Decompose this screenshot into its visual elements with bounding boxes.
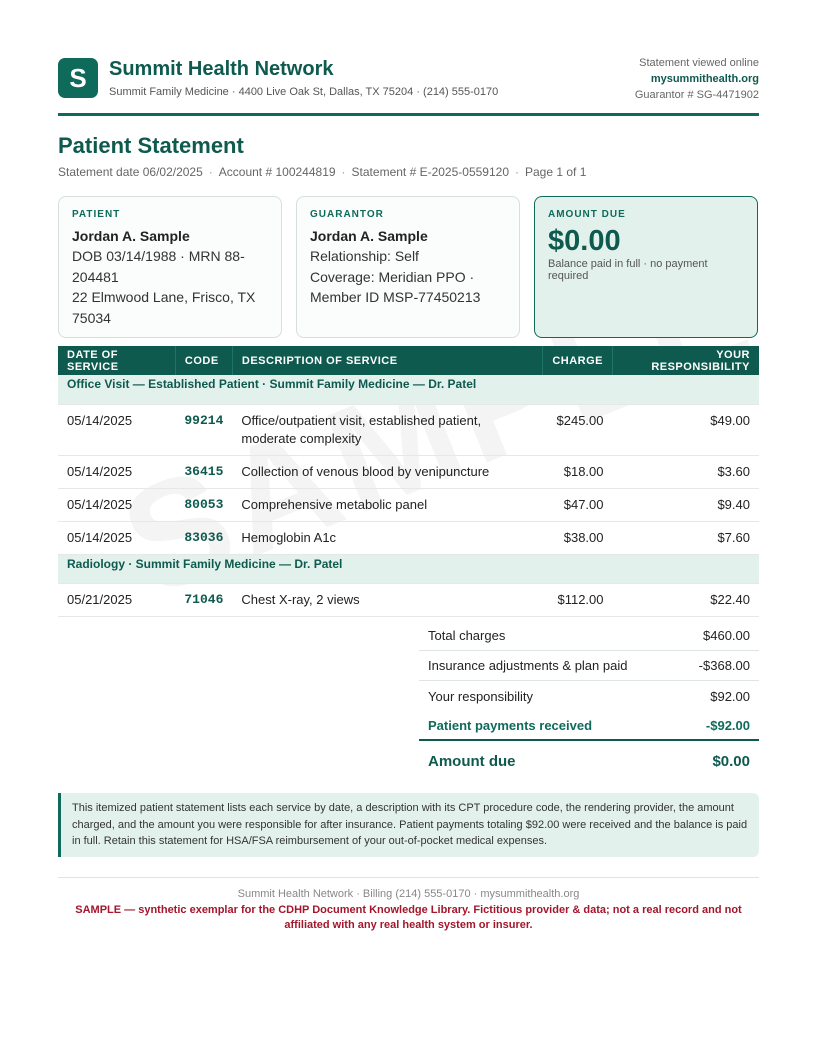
cpt-code: 71046 (175, 583, 232, 616)
group-header-office-visit (58, 375, 759, 404)
service-date: 05/14/2025 (58, 455, 175, 488)
service-date: 05/14/2025 (58, 521, 175, 554)
patient-label: PATIENT (72, 209, 121, 220)
col-responsibility: YOUR RESPONSIBILITY (613, 346, 760, 375)
service-description: Chest X-ray, 2 views (232, 583, 542, 616)
page-number: Page 1 of 1 (525, 165, 587, 179)
service-responsibility: $9.40 (613, 488, 760, 521)
org-address: Summit Family Medicine · 4400 Live Oak St, Dallas, TX 75204 · (214) 555-0170 (109, 86, 499, 98)
guarantor-relationship: Relationship: Self (310, 248, 419, 264)
table-header-row (58, 346, 759, 375)
total-charges-value: $460.00 (703, 628, 750, 643)
service-description: Office/outpatient visit, established patient, moderate complexity (232, 404, 542, 455)
patient-address: 22 Elmwood Lane, Frisco, TX 75034 (72, 289, 256, 326)
statement-header (58, 0, 759, 116)
payments-value: -$92.00 (705, 717, 750, 733)
amount-due-note: Balance paid in full · no payment required (548, 258, 708, 282)
statement-date: Statement date 06/02/2025 (58, 165, 203, 179)
total-charges-row (419, 621, 759, 651)
table-row (58, 455, 759, 488)
table-row (58, 488, 759, 521)
total-charges-label: Total charges (428, 628, 506, 643)
service-description: Comprehensive metabolic panel (232, 488, 542, 521)
guarantor-coverage: Coverage: Meridian PPO · Member ID MSP-77450213 (310, 268, 481, 305)
cpt-code: 80053 (175, 488, 232, 521)
service-charge: $38.00 (543, 521, 613, 554)
payments-label: Patient payments received (428, 717, 593, 733)
table-row (58, 521, 759, 554)
service-responsibility: $7.60 (613, 521, 760, 554)
adjustments-value: -$368.00 (698, 658, 750, 673)
services-table (58, 346, 759, 617)
col-code: CODE (175, 346, 232, 375)
table-row (58, 404, 759, 455)
group-title: Radiology · Summit Family Medicine — Dr. Patel (58, 554, 759, 583)
service-date: 05/21/2025 (58, 583, 175, 616)
adjustments-label: Insurance adjustments & plan paid (428, 658, 628, 673)
service-charge: $245.00 (543, 404, 613, 455)
statement-note: This itemized patient statement lists each service by date, a description with its CPT procedure code, the rendering provider, the amount charged, and the amount you were responsible for after insurance. Patient payments totaling $92.00 were received and the balance is paid in full. Retain this statement for HSA/FSA reimbursement of your out-of-pocket medical expenses. (58, 793, 759, 857)
col-charge: CHARGE (543, 346, 613, 375)
guarantor-name: Jordan A. Sample (310, 228, 428, 244)
responsibility-row (419, 681, 759, 711)
cpt-code: 99214 (175, 404, 232, 455)
amount-due-value: $0.00 (548, 225, 621, 257)
payments-row (419, 711, 759, 741)
page-title: Patient Statement (58, 133, 244, 158)
logo-icon: S (58, 58, 98, 98)
col-description: DESCRIPTION OF SERVICE (232, 346, 542, 375)
amount-due-row (419, 741, 759, 781)
org-name: Summit Health Network (109, 58, 334, 80)
cpt-code: 36415 (175, 455, 232, 488)
guarantor-card (296, 196, 520, 338)
responsibility-label: Your responsibility (428, 688, 534, 704)
amount-due-total-label: Amount due (428, 752, 516, 770)
service-date: 05/14/2025 (58, 404, 175, 455)
service-responsibility: $49.00 (613, 404, 760, 455)
patient-card (58, 196, 282, 338)
header-right-info (635, 55, 759, 103)
statement-meta: Statement date 06/02/2025 · Account # 100244819 · Statement # E-2025-0559120 · Page 1 of 1 (58, 165, 587, 179)
col-date: DATE OF SERVICE (58, 346, 175, 375)
service-responsibility: $22.40 (613, 583, 760, 616)
patient-name: Jordan A. Sample (72, 228, 190, 244)
adjustments-row (419, 651, 759, 681)
group-header-radiology (58, 554, 759, 583)
guarantor-number: Guarantor # SG-4471902 (634, 89, 759, 101)
amount-due-label: AMOUNT DUE (548, 209, 626, 220)
totals-summary (419, 621, 759, 781)
footer-disclaimer: SAMPLE — synthetic exemplar for the CDHP Document Knowledge Library. Fictitious provider & data; not a real record and not affiliated with any real health system or insurer. (75, 904, 742, 931)
service-responsibility: $3.60 (613, 455, 760, 488)
viewed-online-text: Statement viewed online (639, 57, 759, 69)
service-charge: $112.00 (543, 583, 613, 616)
service-charge: $18.00 (543, 455, 613, 488)
table-row (58, 583, 759, 616)
service-description: Collection of venous blood by venipuncture (232, 455, 542, 488)
group-title: Office Visit — Established Patient · Summit Family Medicine — Dr. Patel (58, 375, 759, 404)
statement-number: Statement # E-2025-0559120 (351, 165, 509, 179)
service-date: 05/14/2025 (58, 488, 175, 521)
responsibility-value: $92.00 (710, 688, 750, 704)
patient-dob-mrn: DOB 03/14/1988 · MRN 88-204481 (72, 248, 245, 285)
statement-page (58, 0, 759, 931)
footer-contact: Summit Health Network · Billing (214) 555-0170 · mysummithealth.org (237, 888, 580, 900)
account-number: Account # 100244819 (218, 165, 336, 179)
service-description: Hemoglobin A1c (232, 521, 542, 554)
page-footer (58, 877, 759, 933)
cpt-code: 83036 (175, 521, 232, 554)
amount-due-card (534, 196, 758, 338)
summary-cards (58, 196, 759, 338)
amount-due-total-value: $0.00 (712, 752, 750, 770)
service-charge: $47.00 (543, 488, 613, 521)
guarantor-label: GUARANTOR (310, 209, 384, 220)
site-link[interactable]: mysummithealth.org (650, 73, 759, 85)
